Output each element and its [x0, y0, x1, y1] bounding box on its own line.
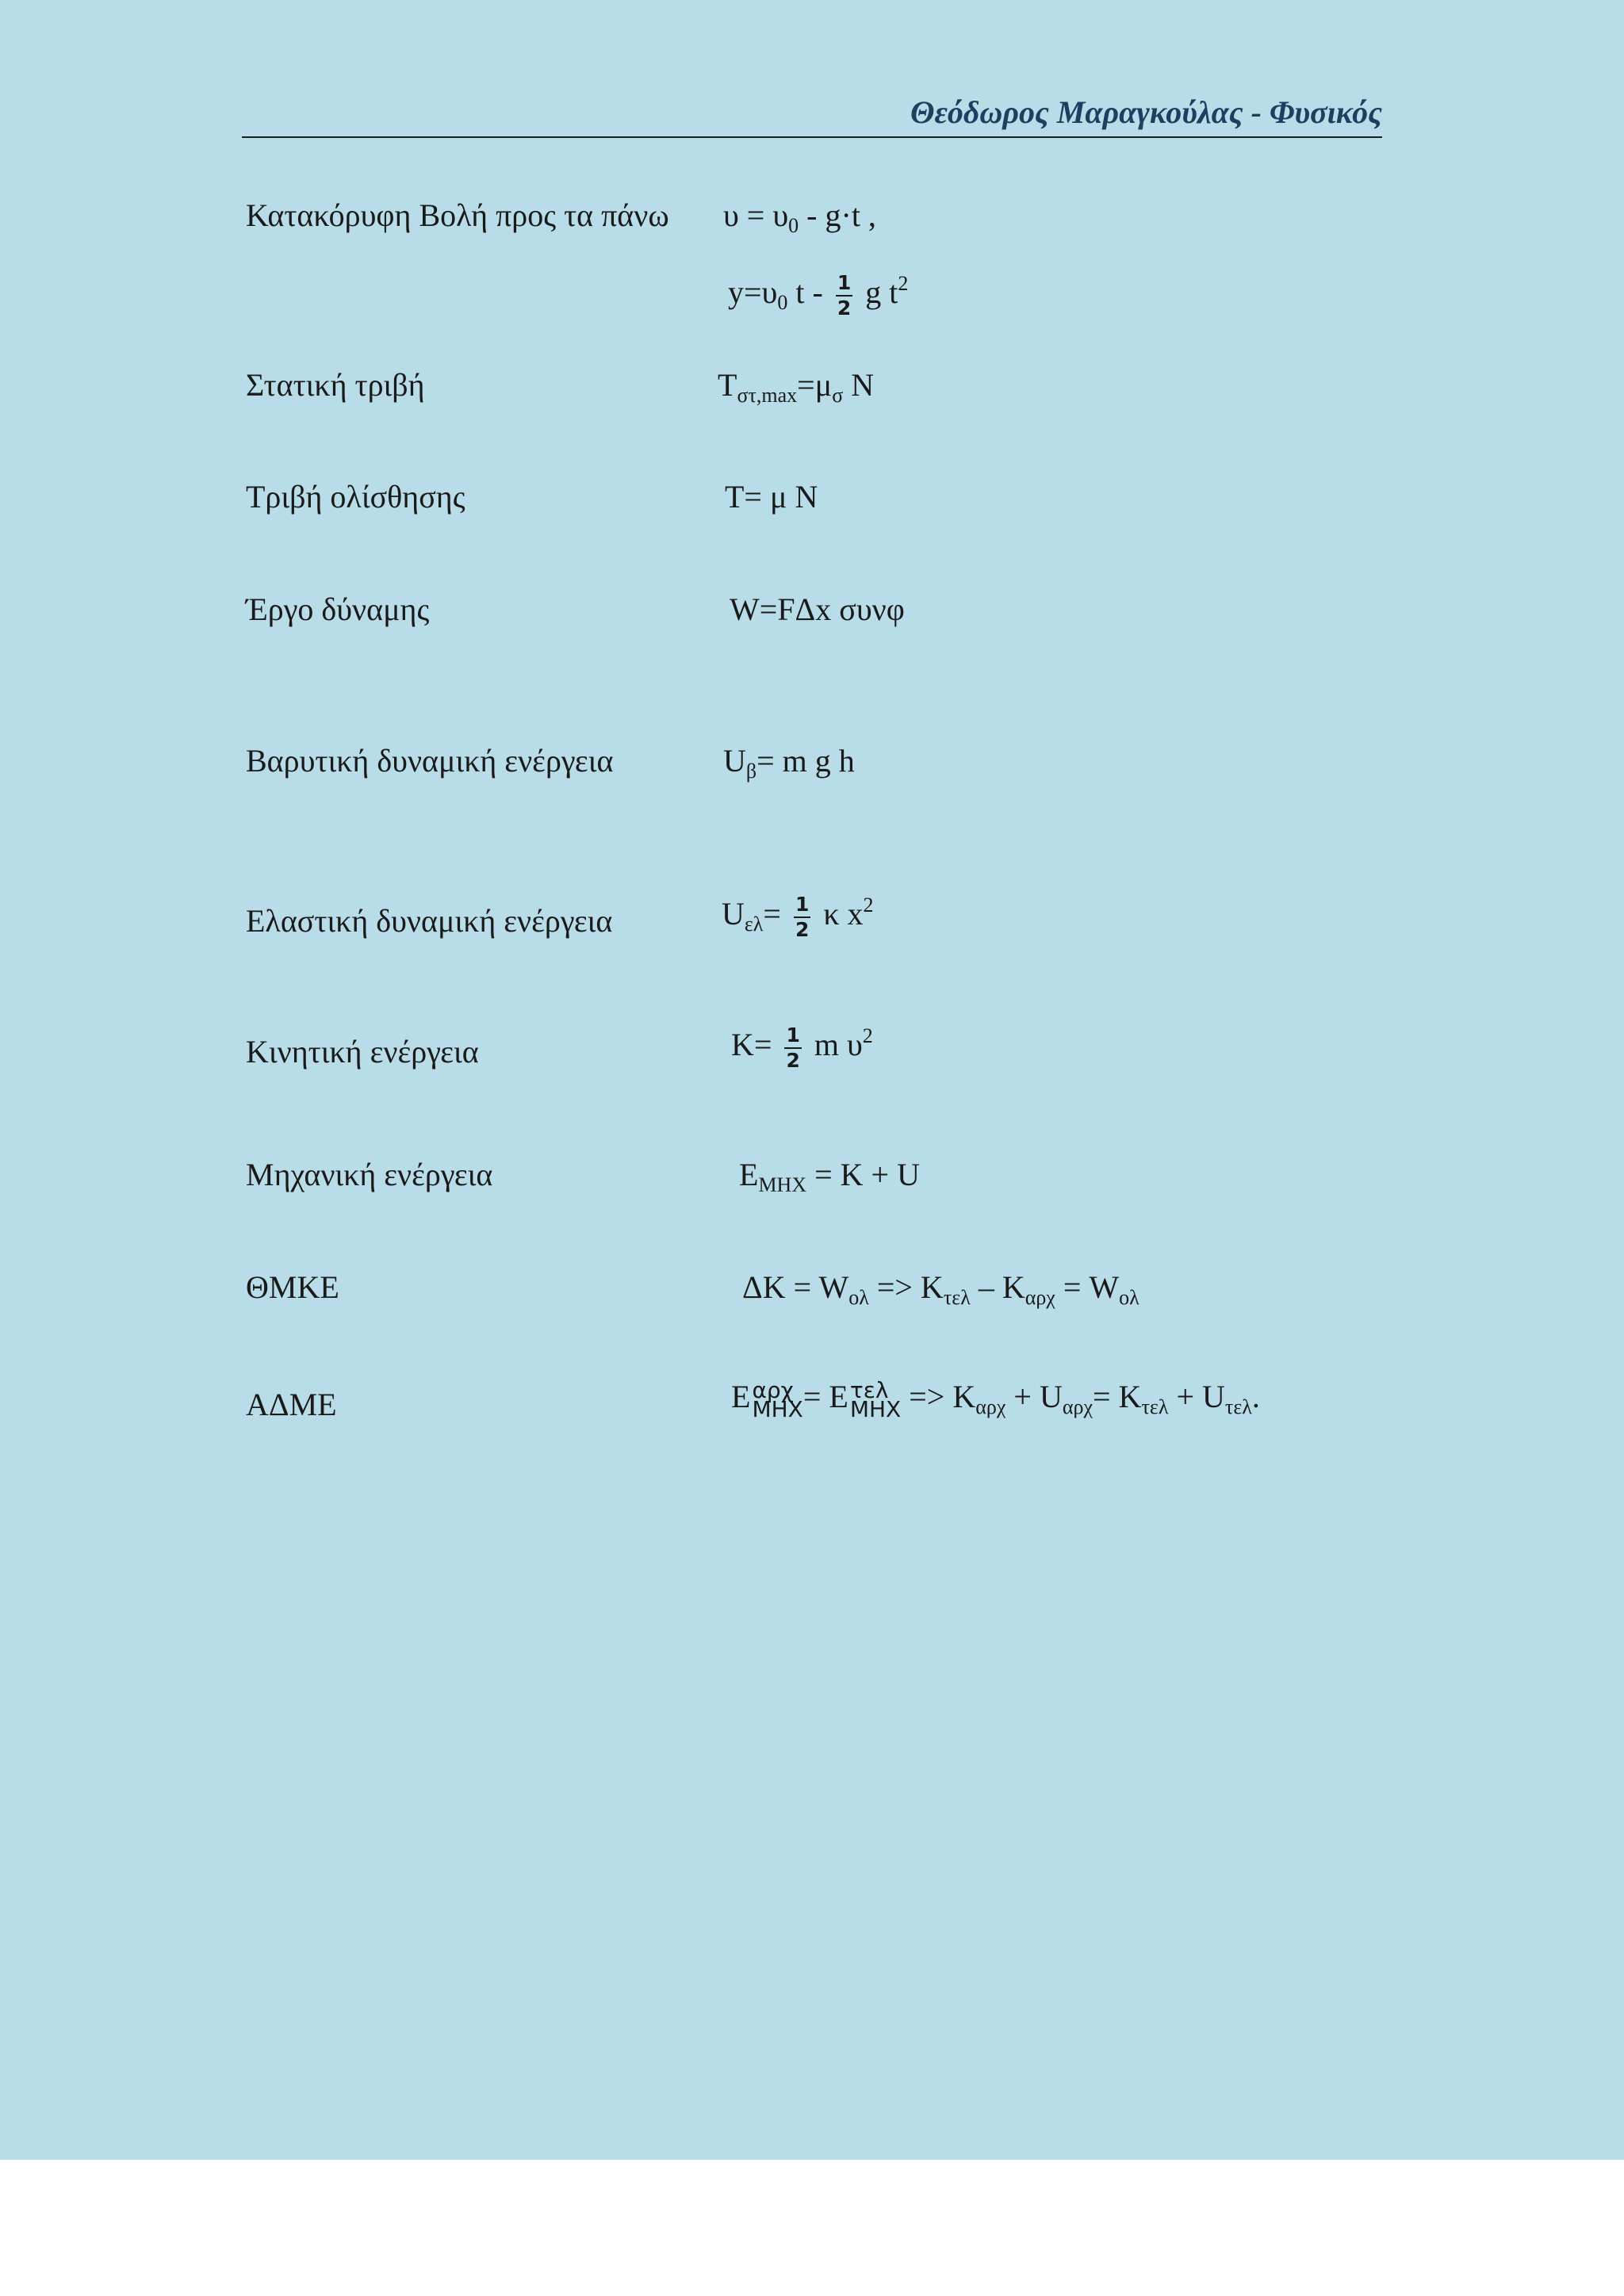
formula-mechanical-energy: $E_{MHX} = K + U$	[739, 1157, 920, 1196]
fraction-half: $\frac{1}{2}$	[795, 893, 810, 941]
formula-position: $y=\upsilon_0$ t - $\frac{1}{2}$ g $t^2$	[728, 271, 909, 320]
formula-velocity: $\upsilon = \upsilon_0 - g\cdot t$ ,	[723, 197, 876, 237]
label-mechanical-energy: Μηχανική ενέργεια	[246, 1157, 493, 1192]
formula-elastic-pe: $U_{\varepsilon\lambda}=$ $\frac{1}{2}$ κ $x^2$	[722, 893, 874, 941]
formula-sliding-friction: T= μ N	[725, 479, 818, 515]
label-vertical-throw: Κατακόρυφη Βολή προς τα πάνω	[246, 197, 669, 233]
label-work: Έργο δύναμης	[246, 591, 430, 627]
formula-kinetic-energy: K= $\frac{1}{2}$ m $\upsilon^2$	[731, 1024, 873, 1072]
label-sliding-friction: Τριβή ολίσθησης	[246, 479, 465, 515]
label-elastic-pe: Ελαστική δυναμική ενέργεια	[246, 903, 613, 939]
formula-energy-conservation: E αρχ ΜΗΧ = E τελ ΜΗΧ => $K_{\alpha\rho\chi} + U_{\alpha\rho\chi}= K_{\tau\varepsilon\lambda} + U_{\tau\varepsilon\lambda}$.	[731, 1376, 1260, 1422]
page-header	[242, 94, 1382, 138]
label-kinetic-energy: Κινητική ενέργεια	[246, 1034, 479, 1070]
label-energy-conservation: ΑΔΜΕ	[246, 1387, 337, 1422]
formula-gravitational-pe: $U_\beta= m$ g h	[723, 743, 855, 783]
formula-work: W=FΔx συνφ	[730, 591, 905, 627]
formula-static-friction: $T_{\sigma\tau,max}=\mu_\sigma$ N	[718, 367, 875, 407]
formula-work-energy-theorem: $\Delta K = W_{o\lambda} => K_{\tau\varepsilon\lambda} - K_{\alpha\rho\chi} = W_{o\lambda}$	[742, 1269, 1139, 1309]
label-gravitational-pe: Βαρυτική δυναμική ενέργεια	[246, 743, 614, 779]
label-static-friction: Στατική τριβή	[246, 367, 425, 403]
fraction-half: $\frac{1}{2}$	[786, 1024, 800, 1072]
header-author: Θεόδωρος Μαραγκούλας - Φυσικός	[910, 94, 1382, 130]
label-work-energy-theorem: ΘΜΚΕ	[246, 1269, 339, 1305]
fraction-half: $\frac{1}{2}$	[837, 271, 852, 320]
